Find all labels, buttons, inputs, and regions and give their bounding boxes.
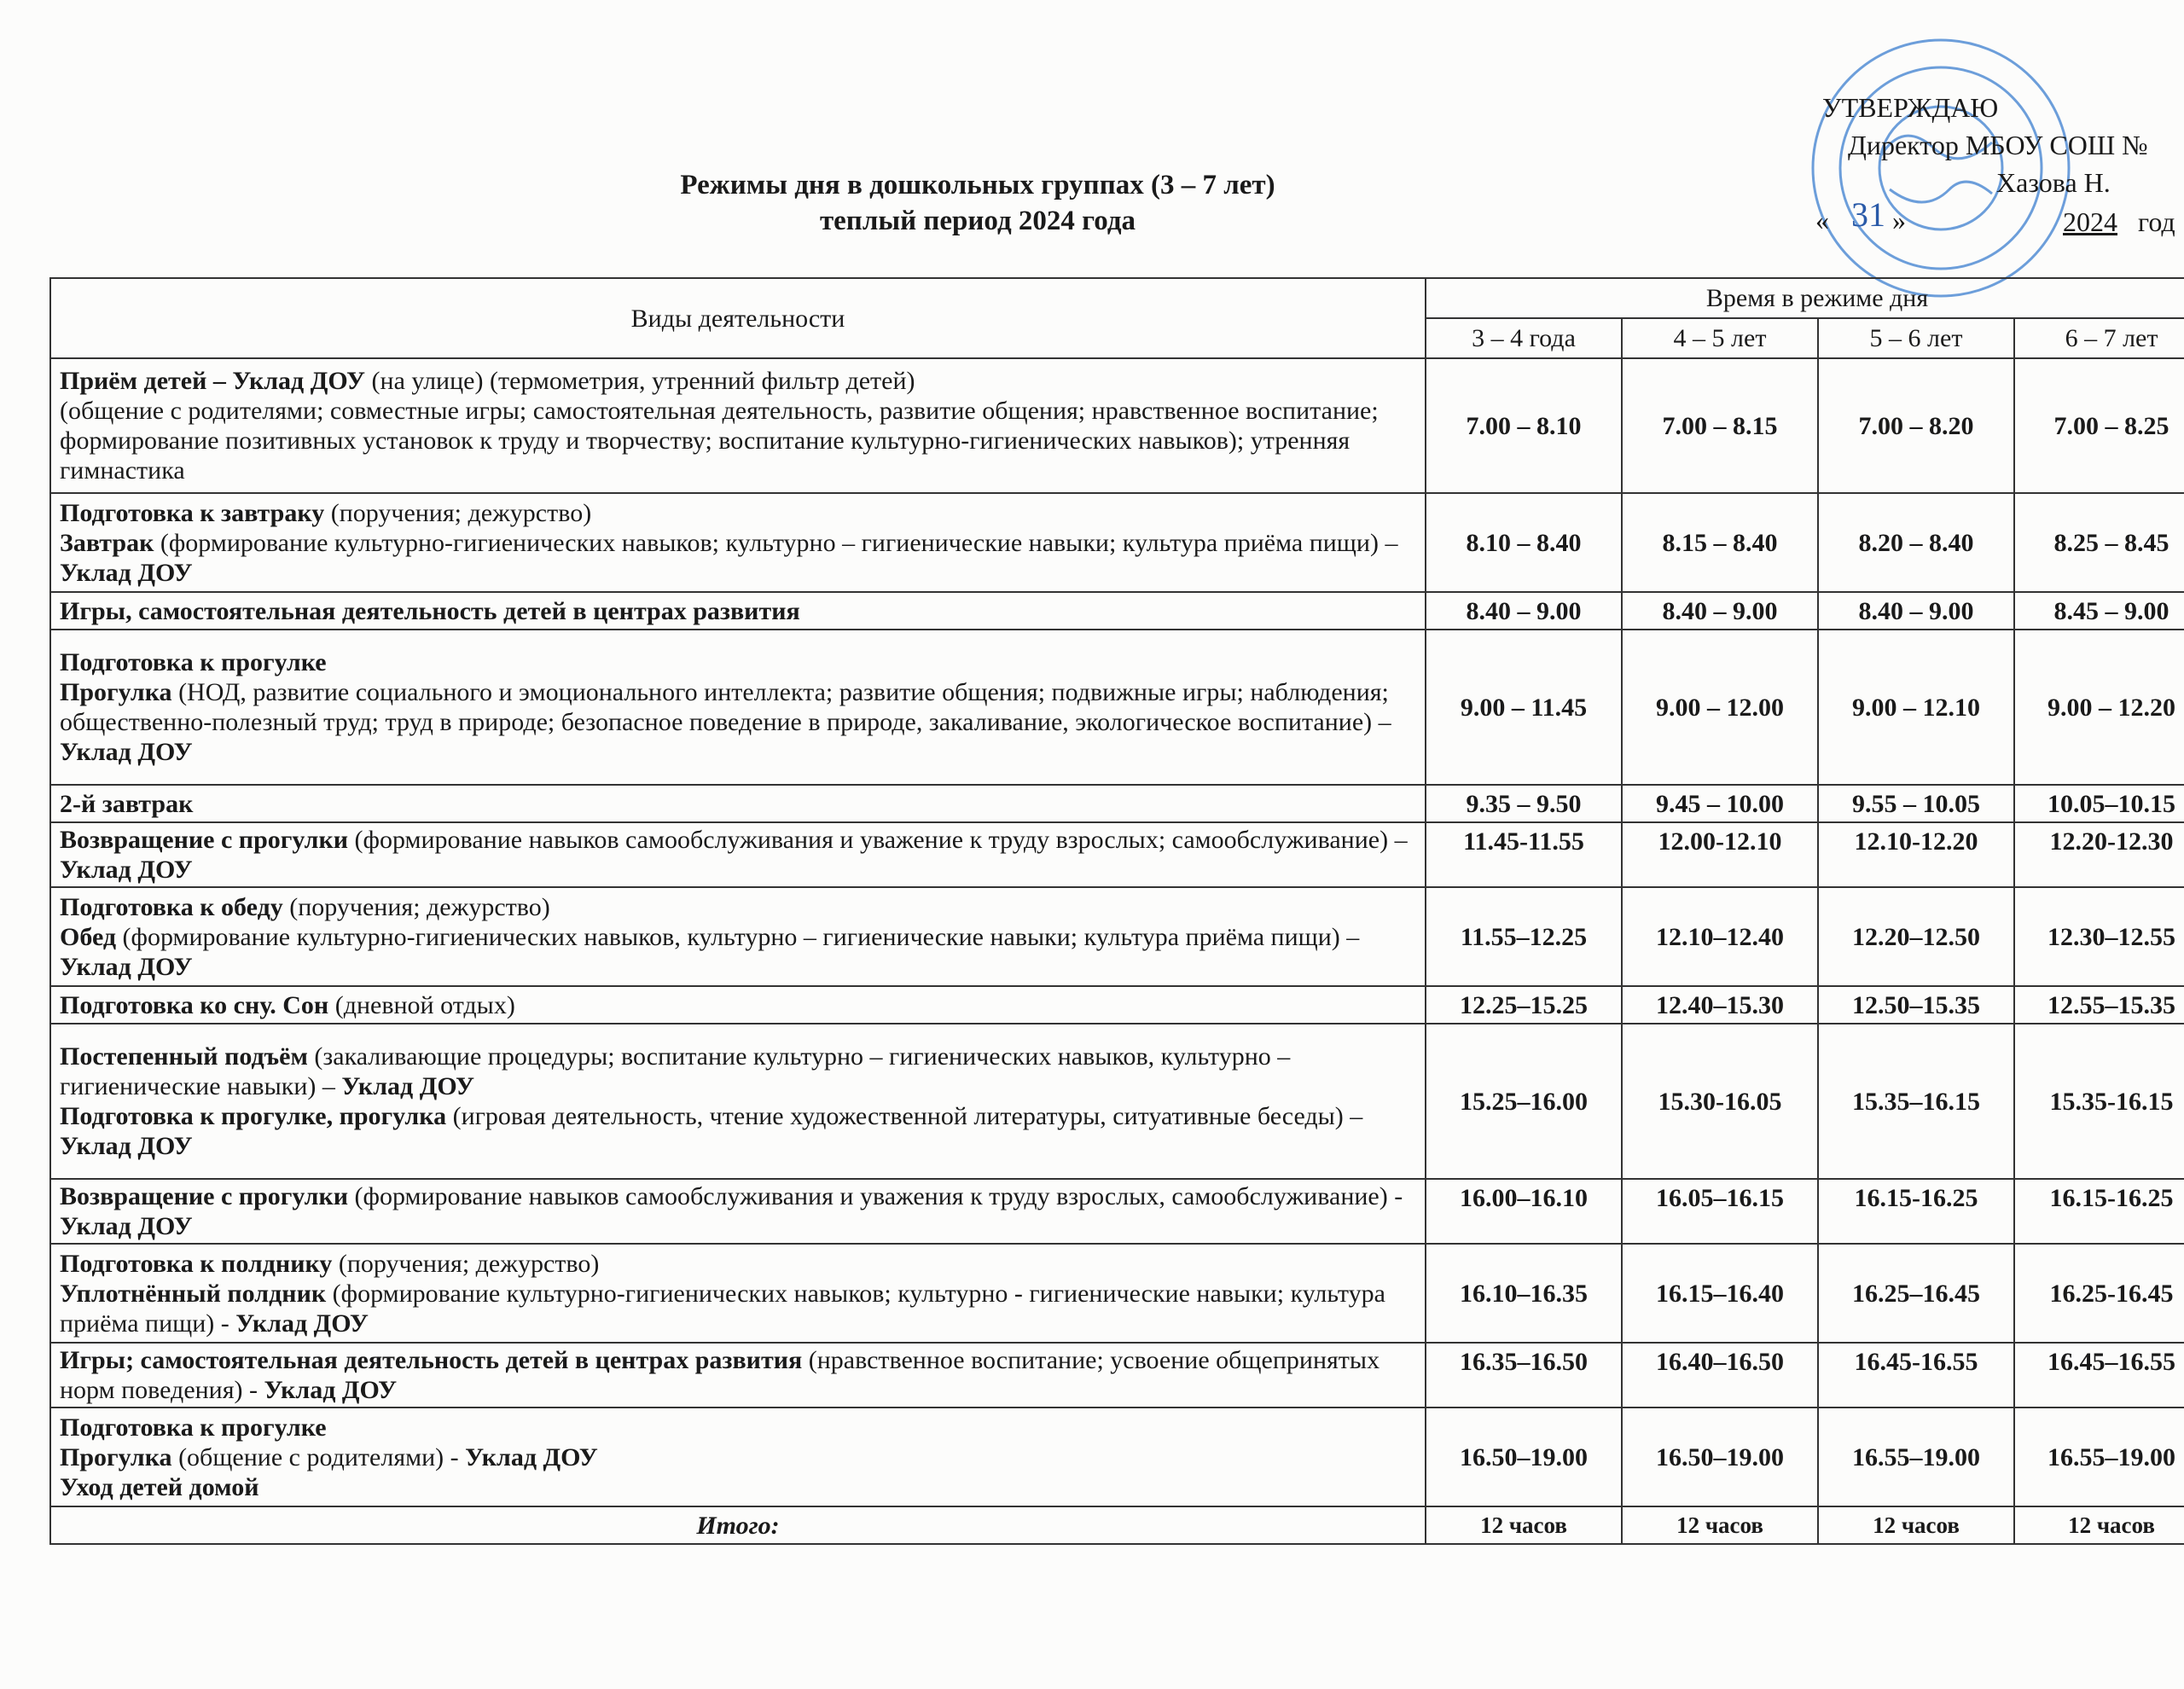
activity-description: (формирование культурно-гигиенических навыков; культурно – гигиенические навыки; культура приёма пищи) –: [154, 528, 1398, 557]
time-cell-age-0: 8.10 – 8.40: [1426, 493, 1622, 592]
header-time: Время в режиме дня: [1426, 278, 2184, 318]
activity-description: (НОД, развитие социального и эмоционального интеллекта; развитие общения; подвижные игры; наблюдения; общественно-полезный труд; труд в природе; безопасное поведение в природе, закаливание, экологическое воспитание) –: [60, 678, 1391, 736]
activity-uklad: Уклад ДОУ: [60, 1212, 193, 1240]
activity-description: (поручения; дежурство): [282, 892, 550, 921]
time-cell-age-0: 8.40 – 9.00: [1426, 592, 1622, 630]
time-cell-age-3: 12.20-12.30: [2014, 822, 2184, 887]
time-cell-age-0: 15.25–16.00: [1426, 1024, 1622, 1179]
activity-cell: [50, 630, 1426, 785]
time-cell-age-0: 7.00 – 8.10: [1426, 358, 1622, 493]
time-cell-age-3: 16.55–19.00: [2014, 1408, 2184, 1506]
table-row: [50, 1179, 2184, 1244]
approval-day: 31: [1851, 195, 1885, 234]
activity-cell: [50, 592, 1426, 630]
activity-cell: [50, 986, 1426, 1024]
activity-heading: Постепенный подъём: [60, 1042, 308, 1071]
table-row: [50, 1343, 2184, 1408]
time-cell-age-2: 12.20–12.50: [1818, 887, 2014, 986]
table-row: [50, 493, 2184, 592]
time-cell-age-3: 8.25 – 8.45: [2014, 493, 2184, 592]
table-row: [50, 887, 2184, 986]
activity-cell: [50, 1179, 1426, 1244]
title-line-2: теплый период 2024 года: [819, 206, 1136, 236]
time-cell-age-1: 7.00 – 8.15: [1622, 358, 1818, 493]
activity-uklad: Уклад ДОУ: [60, 558, 193, 587]
activity-uklad: Уклад ДОУ: [60, 952, 193, 981]
activity-uklad: Уклад ДОУ: [264, 1376, 398, 1404]
activity-description: (поручения; дежурство): [324, 498, 592, 527]
activity-heading: Подготовка к обеду: [60, 892, 283, 921]
title-line-1: Режимы дня в дошкольных группах (3 – 7 лет): [680, 170, 1275, 200]
schedule-table: [49, 277, 2184, 1545]
activity-heading: Подготовка к прогулке, прогулка: [60, 1102, 447, 1130]
table-row: [50, 592, 2184, 630]
activity-description: (игровая деятельность, чтение художественной литературы, ситуативные беседы) –: [446, 1102, 1363, 1130]
age-header-2: 5 – 6 лет: [1818, 318, 2014, 358]
activity-cell: [50, 887, 1426, 986]
time-cell-age-2: 8.40 – 9.00: [1818, 592, 2014, 630]
time-cell-age-0: 16.00–16.10: [1426, 1179, 1622, 1244]
table-row: [50, 1244, 2184, 1343]
total-cell-age-1: 12 часов: [1622, 1506, 1818, 1544]
time-cell-age-2: 16.55–19.00: [1818, 1408, 2014, 1506]
activity-heading: Подготовка ко сну. Сон: [60, 990, 329, 1019]
table-row: [50, 986, 2184, 1024]
table-row: [50, 358, 2184, 493]
activity-uklad: Уклад ДОУ: [235, 1309, 369, 1338]
time-cell-age-0: 16.35–16.50: [1426, 1343, 1622, 1408]
total-row: [50, 1506, 2184, 1544]
table-row: [50, 822, 2184, 887]
activity-description: (нравственное воспитание; усвоение общепринятых норм поведения) -: [60, 1346, 1380, 1404]
age-header-3: 6 – 7 лет: [2014, 318, 2184, 358]
time-cell-age-3: 15.35-16.15: [2014, 1024, 2184, 1179]
activity-description: (на улице) (термометрия, утренний фильтр детей): [365, 367, 915, 395]
time-cell-age-1: 8.15 – 8.40: [1622, 493, 1818, 592]
time-cell-age-0: 9.00 – 11.45: [1426, 630, 1622, 785]
activity-heading: Подготовка к завтраку: [60, 498, 325, 527]
total-cell-age-0: 12 часов: [1426, 1506, 1622, 1544]
total-cell-age-3: 12 часов: [2014, 1506, 2184, 1544]
time-cell-age-2: 12.50–15.35: [1818, 986, 2014, 1024]
activity-cell: [50, 1024, 1426, 1179]
activity-heading: Прогулка: [60, 678, 172, 706]
table-row: [50, 1408, 2184, 1506]
total-label: Итого:: [50, 1506, 1426, 1544]
activity-heading: Завтрак: [60, 528, 154, 557]
activity-description: (закаливающие процедуры; воспитание культурно – гигиенических навыков, культурно – гигиенические навыки) –: [60, 1042, 1291, 1100]
time-cell-age-2: 16.25–16.45: [1818, 1244, 2014, 1343]
time-cell-age-3: 8.45 – 9.00: [2014, 592, 2184, 630]
approval-position: Директор МБОУ СОШ №: [1848, 130, 2148, 160]
time-cell-age-3: 12.55–15.35: [2014, 986, 2184, 1024]
time-cell-age-2: 15.35–16.15: [1818, 1024, 2014, 1179]
approval-title: УТВЕРЖДАЮ: [1822, 92, 1999, 123]
activity-heading: Возвращение с прогулки: [60, 1182, 349, 1210]
activity-heading: Игры, самостоятельная деятельность детей в центрах развития: [60, 596, 800, 625]
activity-uklad: Уклад ДОУ: [60, 856, 193, 884]
approval-quote-open: «: [1815, 205, 1829, 235]
activity-uklad: Уклад ДОУ: [60, 738, 193, 766]
time-cell-age-1: 16.05–16.15: [1622, 1179, 1818, 1244]
activity-description: (поручения; дежурство): [332, 1249, 600, 1278]
time-cell-age-2: 12.10-12.20: [1818, 822, 2014, 887]
approval-signer: Хазова Н.: [1996, 167, 2111, 198]
time-cell-age-2: 7.00 – 8.20: [1818, 358, 2014, 493]
time-cell-age-1: 9.00 – 12.00: [1622, 630, 1818, 785]
time-cell-age-3: 16.45–16.55: [2014, 1343, 2184, 1408]
time-cell-age-1: 16.50–19.00: [1622, 1408, 1818, 1506]
time-cell-age-2: 8.20 – 8.40: [1818, 493, 2014, 592]
time-cell-age-1: 9.45 – 10.00: [1622, 785, 1818, 822]
time-cell-age-0: 16.10–16.35: [1426, 1244, 1622, 1343]
activity-heading: 2-й завтрак: [60, 789, 194, 818]
activity-uklad: Уклад ДОУ: [60, 1132, 193, 1160]
activity-heading: Обед: [60, 922, 117, 951]
activity-cell: [50, 1343, 1426, 1408]
activity-heading: Подготовка к прогулке: [60, 1413, 327, 1442]
approval-year-suffix: год: [2138, 206, 2175, 237]
schedule-body: [50, 358, 2184, 1544]
time-cell-age-1: 12.00-12.10: [1622, 822, 1818, 887]
activity-uklad: Уклад ДОУ: [465, 1442, 598, 1471]
time-cell-age-1: 12.40–15.30: [1622, 986, 1818, 1024]
activity-heading: Прогулка: [60, 1442, 172, 1471]
header-activity: Виды деятельности: [50, 278, 1426, 358]
activity-heading: Приём детей – Уклад ДОУ: [60, 367, 366, 395]
time-cell-age-0: 11.55–12.25: [1426, 887, 1622, 986]
time-cell-age-2: 16.15-16.25: [1818, 1179, 2014, 1244]
page-title: [0, 167, 1955, 239]
activity-description: (общение с родителями; совместные игры; самостоятельная деятельность, развитие общения; нравственное воспитание; формирование позитивных установок к труду и творчеству; воспитание культурно-гигиенических навыков); утренняя гимнастика: [60, 397, 1379, 485]
table-row: [50, 1024, 2184, 1179]
time-cell-age-3: 12.30–12.55: [2014, 887, 2184, 986]
time-cell-age-3: 9.00 – 12.20: [2014, 630, 2184, 785]
activity-cell: [50, 1244, 1426, 1343]
time-cell-age-0: 16.50–19.00: [1426, 1408, 1622, 1506]
activity-cell: [50, 358, 1426, 493]
time-cell-age-0: 9.35 – 9.50: [1426, 785, 1622, 822]
activity-description: (дневной отдых): [328, 990, 515, 1019]
activity-description: (формирование культурно-гигиенических навыков, культурно – гигиенические навыки; культура приёма пищи) –: [116, 922, 1360, 951]
activity-heading: Уход детей домой: [60, 1472, 259, 1501]
activity-heading: Игры; самостоятельная деятельность детей в центрах развития: [60, 1346, 803, 1374]
time-cell-age-0: 11.45-11.55: [1426, 822, 1622, 887]
activity-cell: [50, 822, 1426, 887]
time-cell-age-2: 9.55 – 10.05: [1818, 785, 2014, 822]
time-cell-age-1: 16.15–16.40: [1622, 1244, 1818, 1343]
time-cell-age-3: 16.25-16.45: [2014, 1244, 2184, 1343]
activity-cell: [50, 785, 1426, 822]
activity-cell: [50, 1408, 1426, 1506]
activity-description: (формирование навыков самообслуживания и уважения к труду взрослых, самообслуживание) -: [348, 1182, 1403, 1210]
activity-heading: Подготовка к полднику: [60, 1249, 333, 1278]
time-cell-age-0: 12.25–15.25: [1426, 986, 1622, 1024]
activity-cell: [50, 493, 1426, 592]
time-cell-age-1: 12.10–12.40: [1622, 887, 1818, 986]
table-row: [50, 630, 2184, 785]
activity-heading: Подготовка к прогулке: [60, 648, 327, 676]
activity-heading: Уплотнённый полдник: [60, 1279, 327, 1308]
time-cell-age-3: 7.00 – 8.25: [2014, 358, 2184, 493]
total-cell-age-2: 12 часов: [1818, 1506, 2014, 1544]
table-row: [50, 785, 2184, 822]
time-cell-age-2: 9.00 – 12.10: [1818, 630, 2014, 785]
age-header-1: 4 – 5 лет: [1622, 318, 1818, 358]
time-cell-age-1: 16.40–16.50: [1622, 1343, 1818, 1408]
approval-quote-close: »: [1892, 205, 1906, 235]
time-cell-age-1: 8.40 – 9.00: [1622, 592, 1818, 630]
activity-description: (формирование культурно-гигиенических навыков; культурно - гигиенические навыки; культура приёма пищи) -: [60, 1279, 1385, 1338]
activity-description: (формирование навыков самообслуживания и уважение к труду взрослых; самообслуживание) –: [348, 826, 1408, 854]
age-header-0: 3 – 4 года: [1426, 318, 1622, 358]
time-cell-age-3: 10.05–10.15: [2014, 785, 2184, 822]
approval-year: 2024: [2063, 206, 2117, 237]
activity-description: (общение с родителями) -: [171, 1442, 466, 1471]
time-cell-age-2: 16.45-16.55: [1818, 1343, 2014, 1408]
time-cell-age-1: 15.30-16.05: [1622, 1024, 1818, 1179]
activity-uklad: Уклад ДОУ: [341, 1072, 475, 1100]
time-cell-age-3: 16.15-16.25: [2014, 1179, 2184, 1244]
activity-heading: Возвращение с прогулки: [60, 826, 349, 854]
